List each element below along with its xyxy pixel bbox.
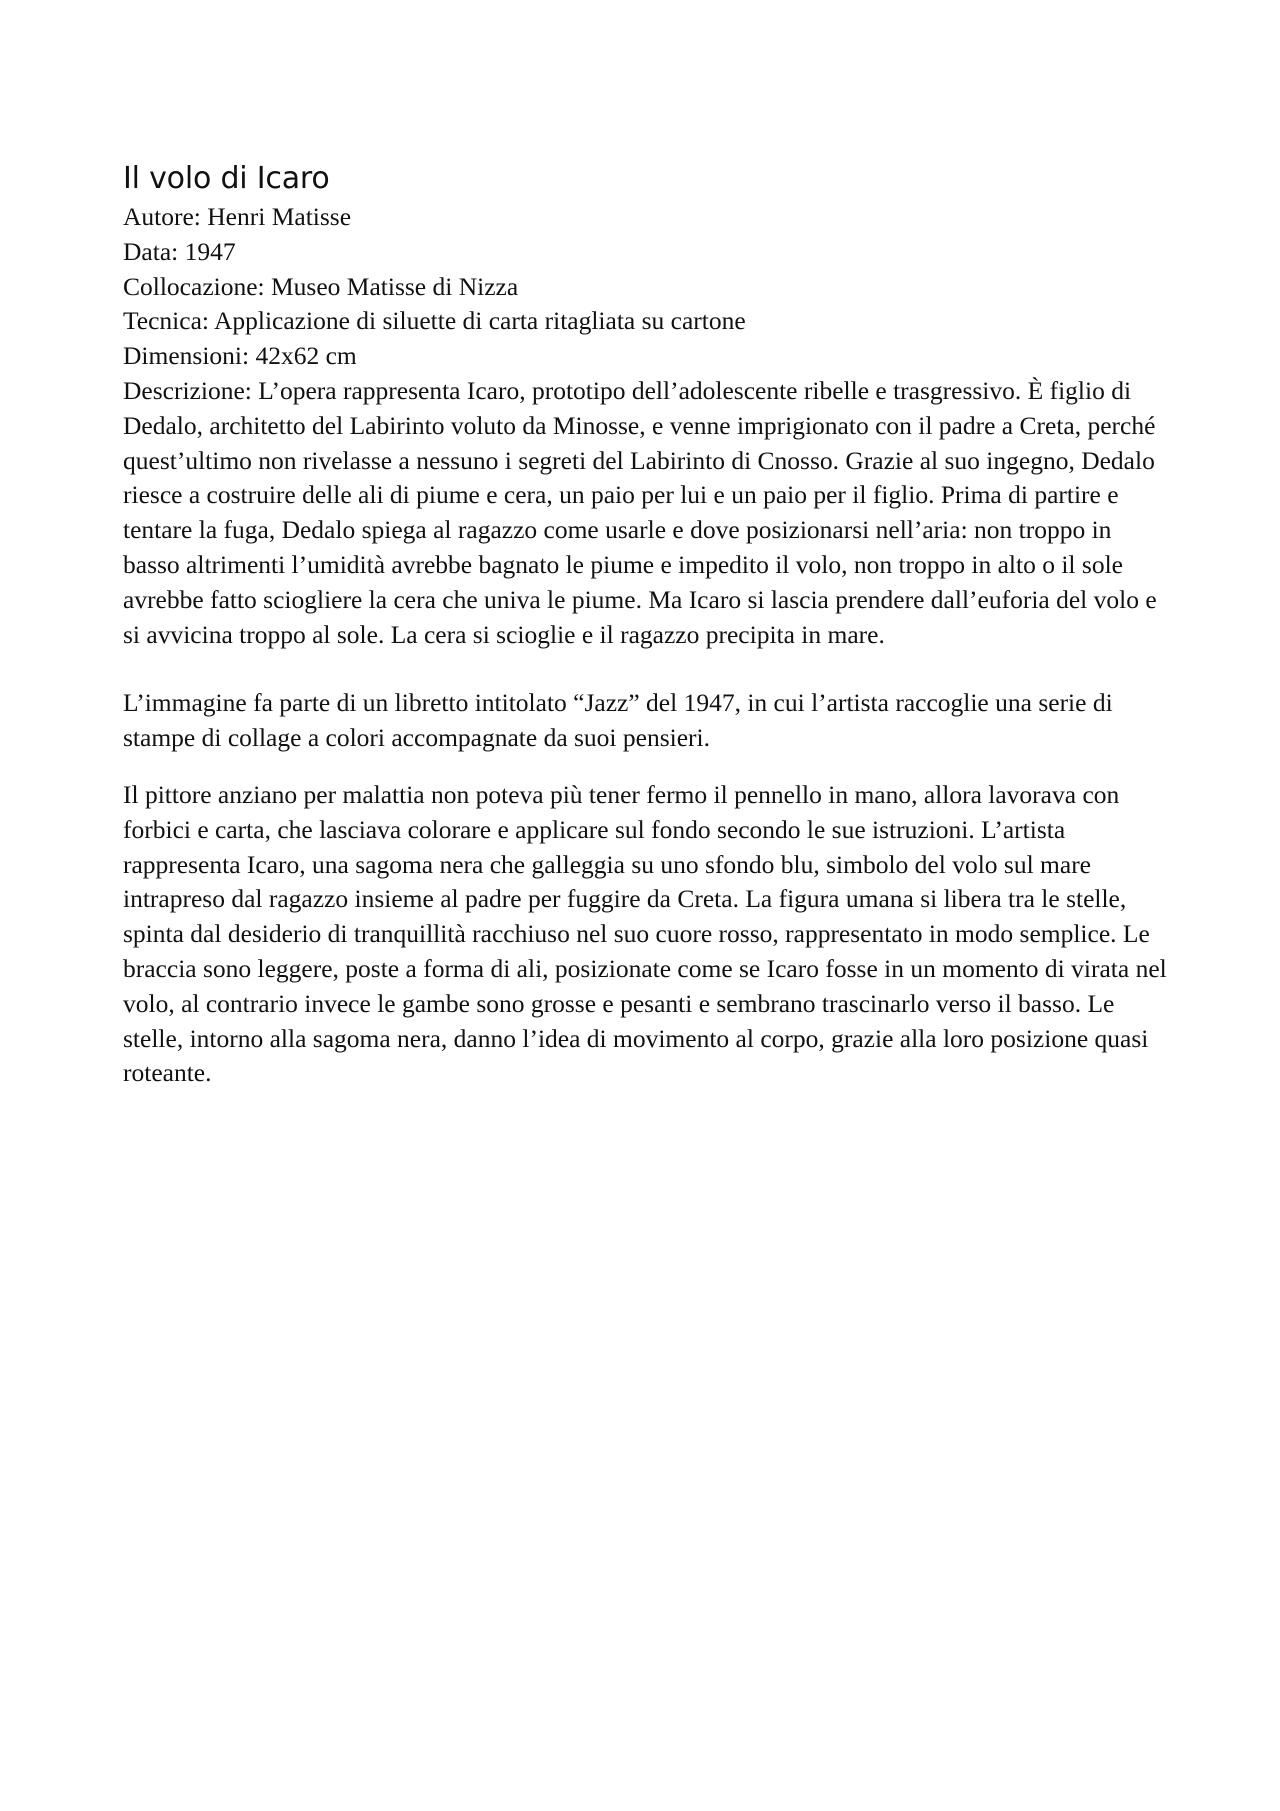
meta-location: Collocazione: Museo Matisse di Nizza	[123, 271, 519, 301]
metadata-block	[123, 200, 1173, 374]
jazz-paragraph: L’immagine fa parte di un libretto intitolato “Jazz” del 1947, in cui l’artista raccoglie una serie di stampe di collage a colori accompagnate da suoi pensieri.	[123, 688, 1113, 753]
document-page	[123, 158, 1173, 1091]
description-paragraph: Descrizione: L’opera rappresenta Icaro, prototipo dell’adolescente ribelle e trasgressivo. È figlio di Dedalo, architetto del Labirinto voluto da Minosse, e venne imprigionato con il padre a Creta, perché quest’ultimo non rivelasse a nessuno i segreti del Labirinto di Cnosso. Grazie al suo ingegno, Dedalo riesce a costruire delle ali di piume e cera, un paio per lui e un paio per il figlio. Prima di partire e tentare la fuga, Dedalo spiega al ragazzo come usarle e dove posizionarsi nell’aria: non troppo in basso altrimenti l’umidità avrebbe bagnato le piume e impedito il volo, non troppo in alto o il sole avrebbe fatto sciogliere la cera che univa le piume. Ma Icaro si lascia prendere dall’euforia del volo e si avvicina troppo al sole. La cera si scioglie e il ragazzo precipita in mare.	[123, 375, 1157, 649]
meta-date: Data: 1947	[123, 236, 236, 266]
analysis-paragraph: Il pittore anziano per malattia non poteva più tener fermo il pennello in mano, allora lavorava con forbici e carta, che lasciava colorare e applicare sul fondo secondo le sue istruzioni. L’artista rappresenta Icaro, una sagoma nera che galleggia su uno sfondo blu, simbolo del volo sul mare intrapreso dal ragazzo insieme al padre per fuggire da Creta. La figura umana si libera tra le stelle, spinta dal desiderio di tranquillità racchiuso nel suo cuore rosso, rappresentato in modo semplice. Le braccia sono leggere, poste a forma di ali, posizionate come se Icaro fosse in un momento di virata nel volo, al contrario invece le gambe sono grosse e pesanti e sembrano trascinarlo verso il basso. Le stelle, intorno alla sagoma nera, danno l’idea di movimento al corpo, grazie alla loro posizione quasi roteante.	[123, 779, 1167, 1088]
meta-dimensions: Dimensioni: 42x62 cm	[123, 341, 357, 371]
meta-technique: Tecnica: Applicazione di siluette di carta ritagliata su cartone	[123, 306, 746, 336]
spacer	[123, 652, 1173, 686]
document-title: Il volo di Icaro	[123, 161, 330, 196]
meta-author: Autore: Henri Matisse	[123, 202, 352, 231]
spacer	[123, 756, 1173, 778]
